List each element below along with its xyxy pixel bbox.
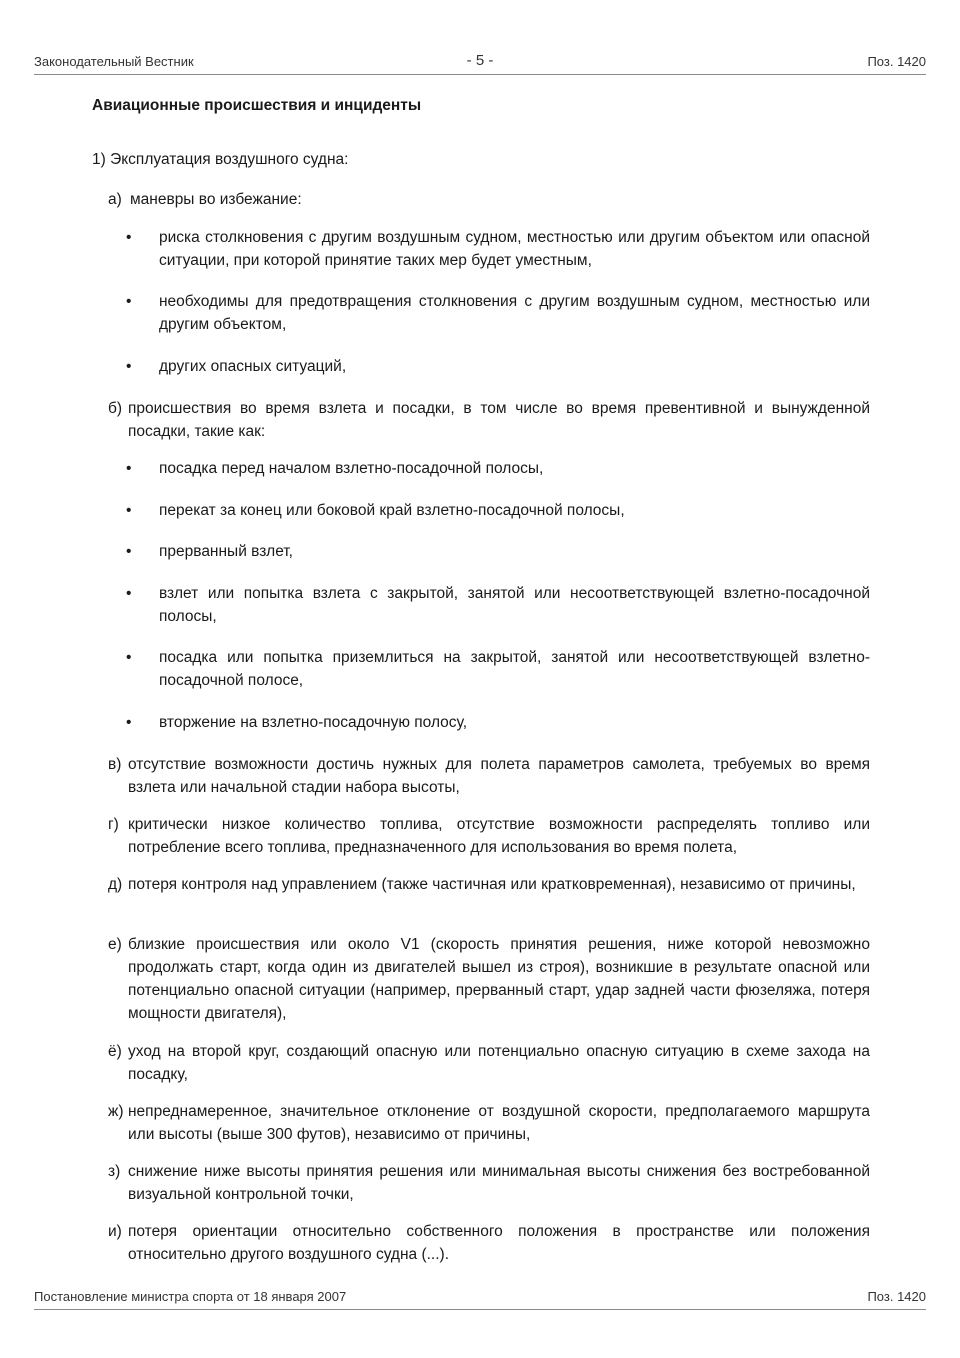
footer-source: Постановление министра спорта от 18 января 2007 xyxy=(34,1289,347,1304)
item-b xyxy=(108,397,870,443)
item-z xyxy=(108,1160,870,1206)
bullet-icon: • xyxy=(126,502,132,519)
list-item xyxy=(124,711,870,734)
item-text: критически низкое количество топлива, отсутствие возможности распределять топливо или потребление всего топлива, предназначенного для использования во время полета, xyxy=(128,816,870,856)
bullet-icon: • xyxy=(126,358,132,375)
item-text: близкие происшествия или около V1 (скорость принятия решения, ниже которой невозможно продолжать старт, когда один из двигателей вышел из строя), возникшие в результате опасной или потенциально опасной ситуации (например, прерванный старт, удар задней части фюзеляжа, потеря мощности двигателя), xyxy=(128,936,870,1022)
item-a xyxy=(108,188,870,211)
bullet-icon: • xyxy=(126,543,132,560)
list-item xyxy=(124,499,870,522)
section-title: Авиационные происшествия и инциденты xyxy=(92,97,422,114)
bullet-text: посадка перед началом взлетно-посадочной полосы, xyxy=(159,460,544,477)
list-item xyxy=(124,457,870,480)
list-item xyxy=(124,540,870,563)
bullet-text: других опасных ситуаций, xyxy=(159,358,347,375)
item-zh xyxy=(108,1100,870,1146)
list-item xyxy=(124,646,870,692)
item-text: непреднамеренное, значительное отклонение от воздушной скорости, предполагаемого маршрута или высоты (выше 300 футов), независимо от причины, xyxy=(128,1103,870,1143)
bullet-icon: • xyxy=(126,585,132,602)
item-text: маневры во избежание: xyxy=(130,191,302,208)
item-e xyxy=(108,933,870,1025)
item-text: потеря ориентации относительно собственного положения в пространстве или положения относительно другого воздушного судна (...). xyxy=(128,1223,870,1263)
item-g xyxy=(108,813,870,859)
item-label: б) xyxy=(108,400,123,417)
bullet-icon: • xyxy=(126,460,132,477)
item-label: е) xyxy=(108,936,122,953)
bullet-text: риска столкновения с другим воздушным судном, местностью или другим объектом или опасной ситуации, при которой принятие таких мер будет уместным, xyxy=(159,229,870,269)
header-position: Поз. 1420 xyxy=(867,54,926,69)
bullet-text: вторжение на взлетно-посадочную полосу, xyxy=(159,714,468,731)
list-item xyxy=(124,290,870,336)
item-label: и) xyxy=(108,1223,122,1240)
bullet-text: необходимы для предотвращения столкновения с другим воздушным судном, местностью или другим объектом, xyxy=(159,293,870,333)
page-header xyxy=(34,52,926,75)
item-v xyxy=(108,753,870,799)
point-1-heading: 1) Эксплуатация воздушного судна: xyxy=(92,151,349,168)
item-text: происшествия во время взлета и посадки, в том числе во время превентивной и вынужденной посадки, такие как: xyxy=(128,400,870,440)
item-i xyxy=(108,1220,870,1266)
item-d xyxy=(108,873,870,896)
bullet-icon: • xyxy=(126,714,132,731)
item-yo xyxy=(108,1040,870,1086)
item-label: ж) xyxy=(108,1103,124,1120)
item-text: потеря контроля над управлением (также частичная или кратковременная), независимо от причины, xyxy=(128,876,856,893)
list-item xyxy=(124,226,870,272)
item-label: ё) xyxy=(108,1043,122,1060)
footer-position: Поз. 1420 xyxy=(867,1289,926,1304)
bullet-text: посадка или попытка приземлиться на закрытой, занятой или несоответствующей взлетно-посадочной полосе, xyxy=(159,649,870,689)
bullet-icon: • xyxy=(126,649,132,666)
list-item xyxy=(124,355,870,378)
item-label: г) xyxy=(108,816,119,833)
item-text: отсутствие возможности достичь нужных для полета параметров самолета, требуемых во время взлета или начальной стадии набора высоты, xyxy=(128,756,870,796)
bullet-icon: • xyxy=(126,229,132,246)
item-label: д) xyxy=(108,876,123,893)
item-text: уход на второй круг, создающий опасную или потенциально опасную ситуацию в схеме захода на посадку, xyxy=(128,1043,870,1083)
bullet-text: взлет или попытка взлета с закрытой, занятой или несоответствующей взлетно-посадочной полосы, xyxy=(159,585,870,625)
page-footer xyxy=(34,1287,926,1310)
bullet-text: перекат за конец или боковой край взлетно-посадочной полосы, xyxy=(159,502,625,519)
bullet-icon: • xyxy=(126,293,132,310)
item-label: а) xyxy=(108,191,122,208)
bullet-text: прерванный взлет, xyxy=(159,543,293,560)
item-label: з) xyxy=(108,1163,121,1180)
item-label: в) xyxy=(108,756,122,773)
page-number: - 5 - xyxy=(466,52,494,69)
item-text: снижение ниже высоты принятия решения или минимальная высоты снижения без востребованной визуальной контрольной точки, xyxy=(128,1163,870,1203)
list-item xyxy=(124,582,870,628)
header-publication: Законодательный Вестник xyxy=(34,54,194,69)
